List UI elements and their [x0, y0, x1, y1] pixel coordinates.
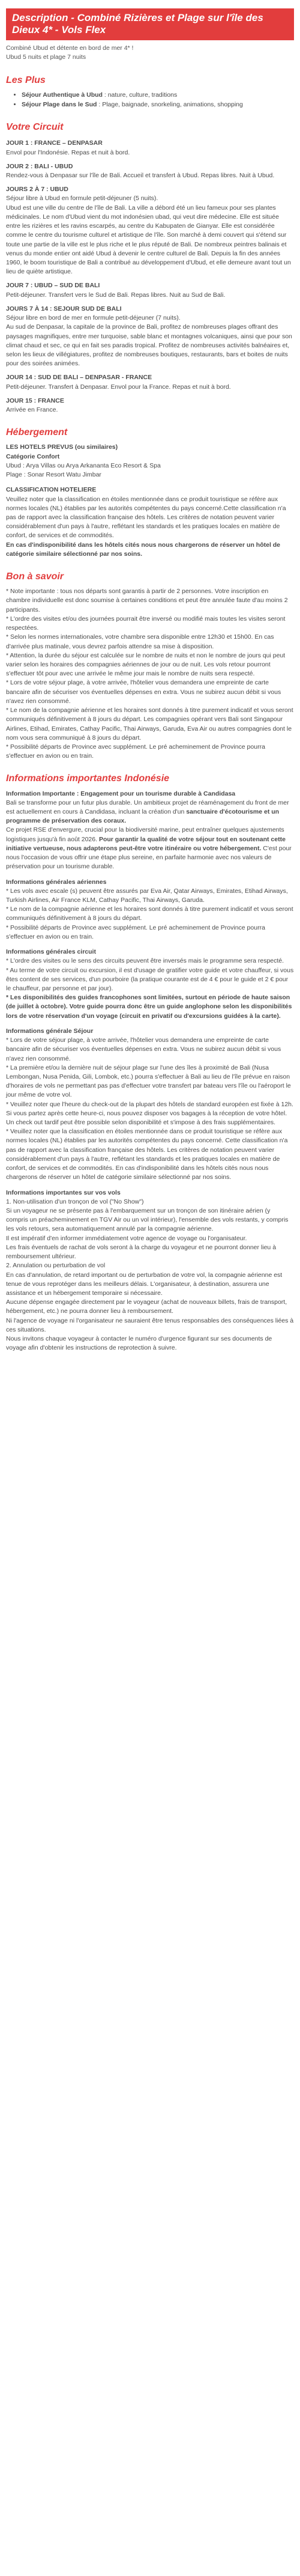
day-title: JOUR 1 : FRANCE – DENPASAR	[6, 139, 103, 147]
info-para: Les frais éventuels de rachat de vols seront à la charge du voyageur et ne pourront donner lieu à remboursement ultérieur.	[6, 1243, 277, 1261]
day-block	[6, 162, 294, 180]
hebergement-heading: Hébergement	[6, 427, 68, 438]
info-block-vols	[6, 1189, 294, 1353]
savoir-para: * L'ordre des visites et/ou des journées pourrait être inversé ou modifié mais toutes les visites seront respectées.	[6, 615, 286, 632]
info-para: * Possibilité départs de Province avec supplément. Le pré acheminement de Province pourra s'effectuer en avion ou en train.	[6, 924, 265, 940]
hotels-category: Catégorie Confort	[6, 452, 60, 460]
info-para: * Veuillez noter que l'heure du check-out de la plupart des hôtels de standard européen est fixée à 12h. Si vous partez après cette heure-ci, nous pouvez disposer vos bagages à la réception de votre hôtel. Un check out tardif peut être possible selon disponibilité et s'impose à des frais supplémentaires.	[6, 1100, 293, 1127]
hotels-title: LES HOTELS PREVUS (ou similaires)	[6, 443, 118, 451]
savoir-section	[6, 587, 294, 761]
day-title: JOUR 15 : FRANCE	[6, 397, 64, 404]
info-block-text: Ce projet RSE d'envergure, crucial pour la biodiversité marine, peut entraîner quelques ajustements logistiques jusqu'à fin août 2026. Pour garantir la qualité de votre séjour tout en soutenant cette initiative vertueuse, nous adapterons peut-être votre itinéraire ou votre hébergement. C'est pour nous l'occasion de vous offrir une étape plus sereine, en parfaite harmonie avec nos valeurs de préservation pour un tourisme durable.	[6, 826, 292, 871]
day-block	[6, 305, 294, 369]
list-item	[22, 91, 294, 100]
info-para: * Les disponibilités des guides francophones sont limitées, surtout en période de haute saison (de juillet à octobre). Votre guide pourra donc être un guide anglophone selon les disponibilités lors de votre réservation d'un voyage (circuit en privatif ou d'excursions guidées à la carte).	[6, 994, 292, 1020]
info-block-circuit	[6, 948, 294, 1021]
info-para: * Lors de votre séjour plage, à votre arrivée, l'hôtelier vous demandera une empreinte de carte bancaire afin de sécuriser vos éventuelles dépenses en extra. Vous ne subirez aucun débit si vous n'avez rien consommé.	[6, 1037, 281, 1062]
info-para: Nous invitons chaque voyageur à contacter le numéro d'urgence figurant sur ses documents de voyage afin d'obtenir les instructions de reprotection à suivre.	[6, 1335, 272, 1352]
info-block-title: Informations importantes sur vos vols	[6, 1189, 121, 1196]
day-block	[6, 185, 294, 276]
plus-text: : nature, culture, traditions	[102, 91, 178, 99]
plus-label: Séjour Plage dans le Sud	[22, 100, 97, 108]
day-text: Séjour libre en bord de mer en formule petit-déjeuner (7 nuits).	[6, 314, 181, 322]
info-para: * Les vols avec escale (s) peuvent être assurés par Eva Air, Qatar Airways, Emirates, Etihad Airways, Turkish Airlines, Air France KLM, Cathay Pacific, Thai Airways, Garuda.	[6, 887, 288, 904]
intro	[6, 44, 294, 62]
day-text: Au sud de Denpasar, la capitale de la province de Bali, profitez de nombreuses plages offrant des paysages magnifiques, entre mer turquoise, sable blanc et montagnes volcaniques, ainsi que pour son climat chaud et sec, ce qui en fait ses paradis tropical. Profitez de nombreuses activités balnéaires et, selon les lieux de villégiatures, profitez de nombreuses boutiques, restaurants, bars et boites de nuits pour des soirées animées.	[6, 323, 292, 368]
day-title: JOURS 7 À 14 : SEJOUR SUD DE BALI	[6, 305, 122, 312]
day-text: Petit-déjeuner. Transfert à Denpasar. Envol pour la France. Repas et nuit à bord.	[6, 383, 231, 391]
info-para: 1. Non-utilisation d'un tronçon de vol ("No Show")	[6, 1198, 144, 1205]
info-para: * Le nom de la compagnie aérienne et les horaires sont donnés à titre purement indicatif et vous seront communiqués définitivement à 8 jours du départ.	[6, 906, 293, 922]
savoir-para: * Attention, la durée du séjour est calculée sur le nombre de nuits et non le nombre de jours qui peut varier selon les horaires des compagnies aériennes de jour ou de nuit. Les vols retour pourront s'effectuer tôt pour avec une arrivée le même jour mais le nombre de nuits sera respecté.	[6, 651, 286, 678]
info-para: Si un voyageur ne se présente pas à l'embarquement sur un tronçon de son itinéraire aérien (y compris un préacheminement en TGV Air ou un vol intérieur), l'ensemble des vols restants, y compris les vols retours, sera automatiquement annulé par la compagnie aérienne.	[6, 1207, 289, 1233]
classification-text: Veuillez noter que la classification en étoiles mentionnée dans ce produit touristique se réfère aux normes locales (NL) établies par les autorités compétentes du pays concerné.Cette classification n'a pas de rapport avec la classification française des hôtels. Les critères de notation peuvent varier considérablement d'un pays à l'autre, reflétant les standards et les pratiques locales en matière de confort, de services et de commodités.	[6, 495, 286, 540]
classification-title: CLASSIFICATION HOTELIERE	[6, 486, 97, 494]
plus-heading: Les Plus	[6, 75, 46, 85]
info-block-title: Informations générale Séjour	[6, 1027, 94, 1035]
savoir-para: * Selon les normes internationales, votre chambre sera disponible entre 12h30 et 15h00. En cas d'arrivée plus matinale, vous devrez parfois attendre sa mise à disposition.	[6, 633, 274, 650]
info-block-title: Informations générales circuit	[6, 948, 96, 956]
day-block	[6, 397, 294, 415]
classification	[6, 486, 294, 559]
day-block	[6, 139, 294, 157]
savoir-heading: Bon à savoir	[6, 571, 64, 582]
intro-line: Combiné Ubud et détente en bord de mer 4* !	[6, 44, 134, 52]
day-title: JOURS 2 À 7 : UBUD	[6, 186, 68, 193]
day-text: Envol pour l'Indonésie. Repas et nuit à bord.	[6, 148, 130, 156]
info-block-text: Bali se transforme pour un futur plus durable. Un ambitieux projet de réaménagement du front de mer est actuellement en cours à Candidasa, incluant la création d'un sanctuaire d'écotourisme et un programme de préservation des coraux.	[6, 799, 289, 825]
infos-section	[6, 790, 294, 1353]
day-text: Ubud est une ville du centre de l'île de Bali. La ville a débord été un lieu fameux pour ses plantes médicinales. Le nom d'Ubud vient du mot indonésien ubad, qui veut dire médecine. Elle est située entre les rizières et les ravins escarpés, au centre du Kabupaten de Gianyar. Elle est considérée comme le centre du tourisme culturel et artistique de l'île. Son marché à demi couvert qui s'étend sur toute une partie de la ville est le plus riche et le plus réputé de Bali. De nombreux peintres balinais et venus du monde entier ont aidé Ubud à devenir le centre culturel de Bali. Depuis la fin des années 1960, le boom touristique de Bali a contribué au développement d'Ubud, et elle demeure avant tout un lieu de quiète artistique.	[6, 204, 291, 276]
info-para: * Au terme de votre circuit ou excursion, il est d'usage de gratifier votre guide et votre chauffeur, si vous êtes content de ses services, d'un pourboire (la pratique courante est de 4 € pour le guide et 2 € pour le chauffeur, par personne et par jour).	[6, 966, 294, 992]
day-block	[6, 373, 294, 391]
info-para: * L'ordre des visites ou le sens des circuits peuvent être inversés mais le programme sera respecté.	[6, 957, 284, 965]
infos-heading: Informations importantes Indonésie	[6, 773, 170, 784]
day-text: Petit-déjeuner. Transfert vers le Sud de Bali. Repas libres. Nuit au Sud de Bali.	[6, 291, 226, 299]
info-para: 2. Annulation ou perturbation de vol	[6, 1262, 106, 1270]
info-para: Ni l'agence de voyage ni l'organisateur ne sauraient être tenus responsables des conséquences liées à ces situations.	[6, 1317, 294, 1333]
circuit-days	[6, 139, 294, 415]
info-para: En cas d'annulation, de retard important ou de perturbation de votre vol, la compagnie aérienne est tenue de vous reprotéger dans les meilleurs délais. L'organisateur, à destination, assurera une assistance et un hébergement temporaire si nécessaire.	[6, 1271, 283, 1297]
info-block-sejour	[6, 1027, 294, 1183]
info-para: Il est impératif d'en informer immédiatement votre agence de voyage ou l'organisateur.	[6, 1234, 247, 1242]
savoir-para: * Possibilité départs de Province avec supplément. Le pré acheminement de Province pourra s'effectuer en avion ou en train.	[6, 743, 265, 760]
classification-bold: En cas d'indisponibilité dans les hôtels cités nous nous chargerons de réserver un hôtel de catégorie similaire sélectionné par nos soins.	[6, 541, 281, 558]
hebergement-section	[6, 443, 294, 559]
circuit-heading: Votre Circuit	[6, 122, 64, 133]
info-block-title: Informations générales aériennes	[6, 878, 107, 886]
info-para: * La première et/ou la dernière nuit de séjour plage sur l'une des îles à proximité de Bali (Nusa Lembongan, Nusa Penida, Gili, Lombok, etc.) pourra s'effectuer à Bali au lieu de l'île prévue en raison d'horaires de vols ne permettant pas pas d'effectuer votre transfert par bateau vers l'île ou l'aéroport le jour même de votre vol.	[6, 1064, 291, 1099]
info-block-candidasa	[6, 790, 294, 872]
page-title: Description - Combiné Rizières et Plage sur l'île des Dieux 4* - Vols Flex	[6, 8, 294, 40]
intro-line: Ubud 5 nuits et plage 7 nuits	[6, 53, 86, 61]
hotel-plage: Plage : Sonar Resort Watu Jimbar	[6, 471, 101, 479]
day-title: JOUR 7 : UBUD – SUD DE BALI	[6, 282, 100, 290]
savoir-para: * Le nom de la compagnie aérienne et les horaires sont donnés à titre purement indicatif et vous seront communiqués définitivement à 8 jours du départ. Les compagnies opérant vers Bali sont Singapour Airlines, Etihad, Emirates, Cathay Pacific, Thai Airways, Garuda, Eva Air ou autres compagnies dont le nom vous sera communiqué à 8 jours du départ.	[6, 707, 293, 741]
day-text: Rendez-vous à Denpasar sur l'île de Bali. Accueil et transfert à Ubud. Repas libres. Nuit à Ubud.	[6, 172, 275, 179]
day-text: Séjour libre à Ubud en formule petit-déjeuner (5 nuits).	[6, 195, 158, 202]
info-block-aerien	[6, 878, 294, 942]
hotel-ubud: Ubud : Arya Villas ou Arya Arkananta Eco Resort & Spa	[6, 461, 161, 469]
list-item	[22, 100, 294, 109]
day-text: Arrivée en France.	[6, 406, 58, 414]
plus-list	[6, 91, 294, 109]
info-para: Aucune dépense engagée directement par le voyageur (achat de nouveaux billets, frais de transport, hébergement, etc.) ne pourra donner lieu à remboursement.	[6, 1299, 287, 1315]
day-title: JOUR 14 : SUD DE BALI – DENPASAR - FRANCE	[6, 374, 152, 382]
savoir-para: * Lors de votre séjour plage, à votre arrivée, l'hôtelier vous demandera une empreinte de carte bancaire afin de sécuriser vos éventuelles dépenses en extra. Vous ne subirez aucun débit si vous n'avez rien consommé.	[6, 679, 281, 705]
savoir-para: * Note importante : tous nos départs sont garantis à partir de 2 personnes. Votre inscription en chambre individuelle est donc soumise à certaines conditions et peut être annulée faute d'au moins 2 participants.	[6, 588, 288, 614]
plus-label: Séjour Authentique à Ubud	[22, 91, 103, 99]
plus-text: : Plage, baignade, snorkeling, animations, shopping	[97, 100, 243, 108]
info-block-title: Information Importante : Engagement pour un tourisme durable à Candidasa	[6, 790, 236, 797]
day-block	[6, 281, 294, 299]
info-para: * Veuillez noter que la classification en étoiles mentionnée dans ce produit touristique se réfère aux normes locales (NL) établies par les autorités compétentes du pays concerné. Cette classification n'a pas de rapport avec la classification française des hôtels. Les critères de notation peuvent varier considérablement d'un pays à l'autre, reflétant les standards et les pratiques locales en matière de confort, de services et de commodités. En cas d'indisponibilité dans les hôtels cités nous nous chargerons de réserver un hôtel de catégorie similaire sélectionné par nos soins.	[6, 1128, 288, 1181]
day-title: JOUR 2 : BALI - UBUD	[6, 162, 73, 170]
